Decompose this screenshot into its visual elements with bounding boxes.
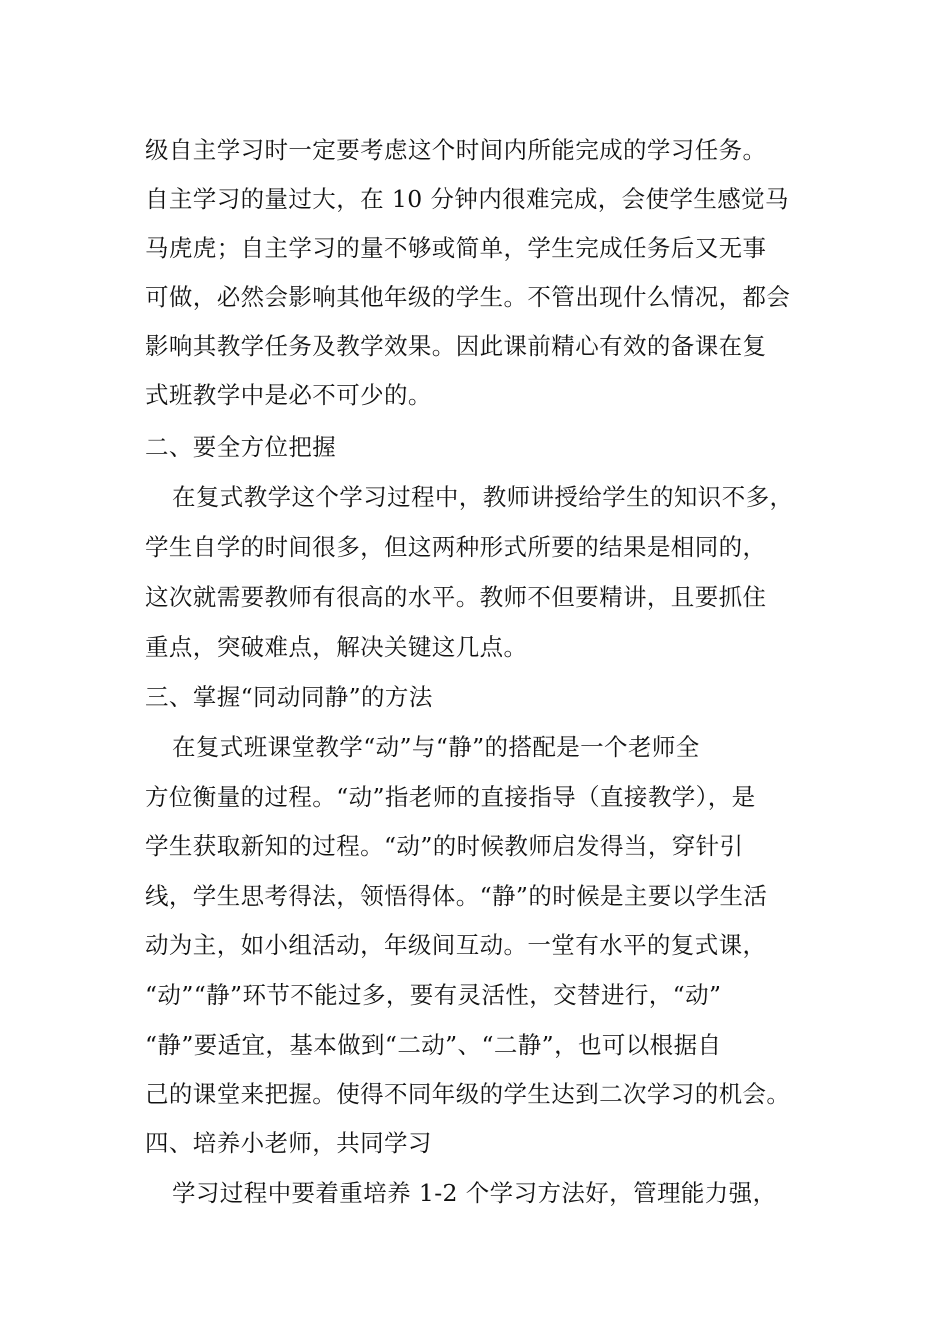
paragraph-line: “静”要适宜，基本做到“二动”、“二静”，也可以根据自	[145, 1031, 722, 1059]
paragraph-line: 学生自学的时间很多，但这两种形式所要的结果是相同的，	[145, 533, 767, 561]
paragraph-line: 学生获取新知的过程。“动”的时候教师启发得当，穿针引	[145, 832, 744, 860]
paragraph-line: 影响其教学任务及教学效果。因此课前精心有效的备课在复	[145, 332, 767, 360]
paragraph-line: 自主学习的量过大，在 10 分钟内很难完成，会使学生感觉马	[145, 185, 789, 213]
paragraph-line: 重点，突破难点，解决关键这几点。	[145, 633, 528, 661]
paragraph-line: 式班教学中是必不可少的。	[145, 381, 432, 409]
paragraph-line: 学习过程中要着重培养 1-2 个学习方法好，管理能力强，	[172, 1179, 777, 1207]
section-heading-3: 三、掌握“同动同静”的方法	[145, 683, 433, 711]
paragraph-line: 方位衡量的过程。“动”指老师的直接指导（直接教学），是	[145, 783, 756, 811]
section-heading-2: 二、要全方位把握	[145, 433, 337, 461]
paragraph-line: 在复式班课堂教学“动”与“静”的搭配是一个老师全	[172, 733, 700, 761]
paragraph-line: 可做，必然会影响其他年级的学生。不管出现什么情况，都会	[145, 283, 791, 311]
paragraph-line: 级自主学习时一定要考虑这个时间内所能完成的学习任务。	[145, 136, 767, 164]
paragraph-line: 在复式教学这个学习过程中，教师讲授给学生的知识不多，	[172, 483, 794, 511]
paragraph-line: “动”“静”环节不能过多，要有灵活性，交替进行，“动”	[145, 981, 722, 1009]
paragraph-line: 线，学生思考得法，领悟得体。“静”的时候是主要以学生活	[145, 882, 768, 910]
paragraph-line: 马虎虎；自主学习的量不够或简单，学生完成任务后又无事	[145, 234, 767, 262]
paragraph-line: 动为主，如小组活动，年级间互动。一堂有水平的复式课，	[145, 931, 767, 959]
paragraph-line: 己的课堂来把握。使得不同年级的学生达到二次学习的机会。	[145, 1080, 791, 1108]
section-heading-4: 四、培养小老师，共同学习	[145, 1129, 432, 1157]
paragraph-line: 这次就需要教师有很高的水平。教师不但要精讲，且要抓住	[145, 583, 767, 611]
